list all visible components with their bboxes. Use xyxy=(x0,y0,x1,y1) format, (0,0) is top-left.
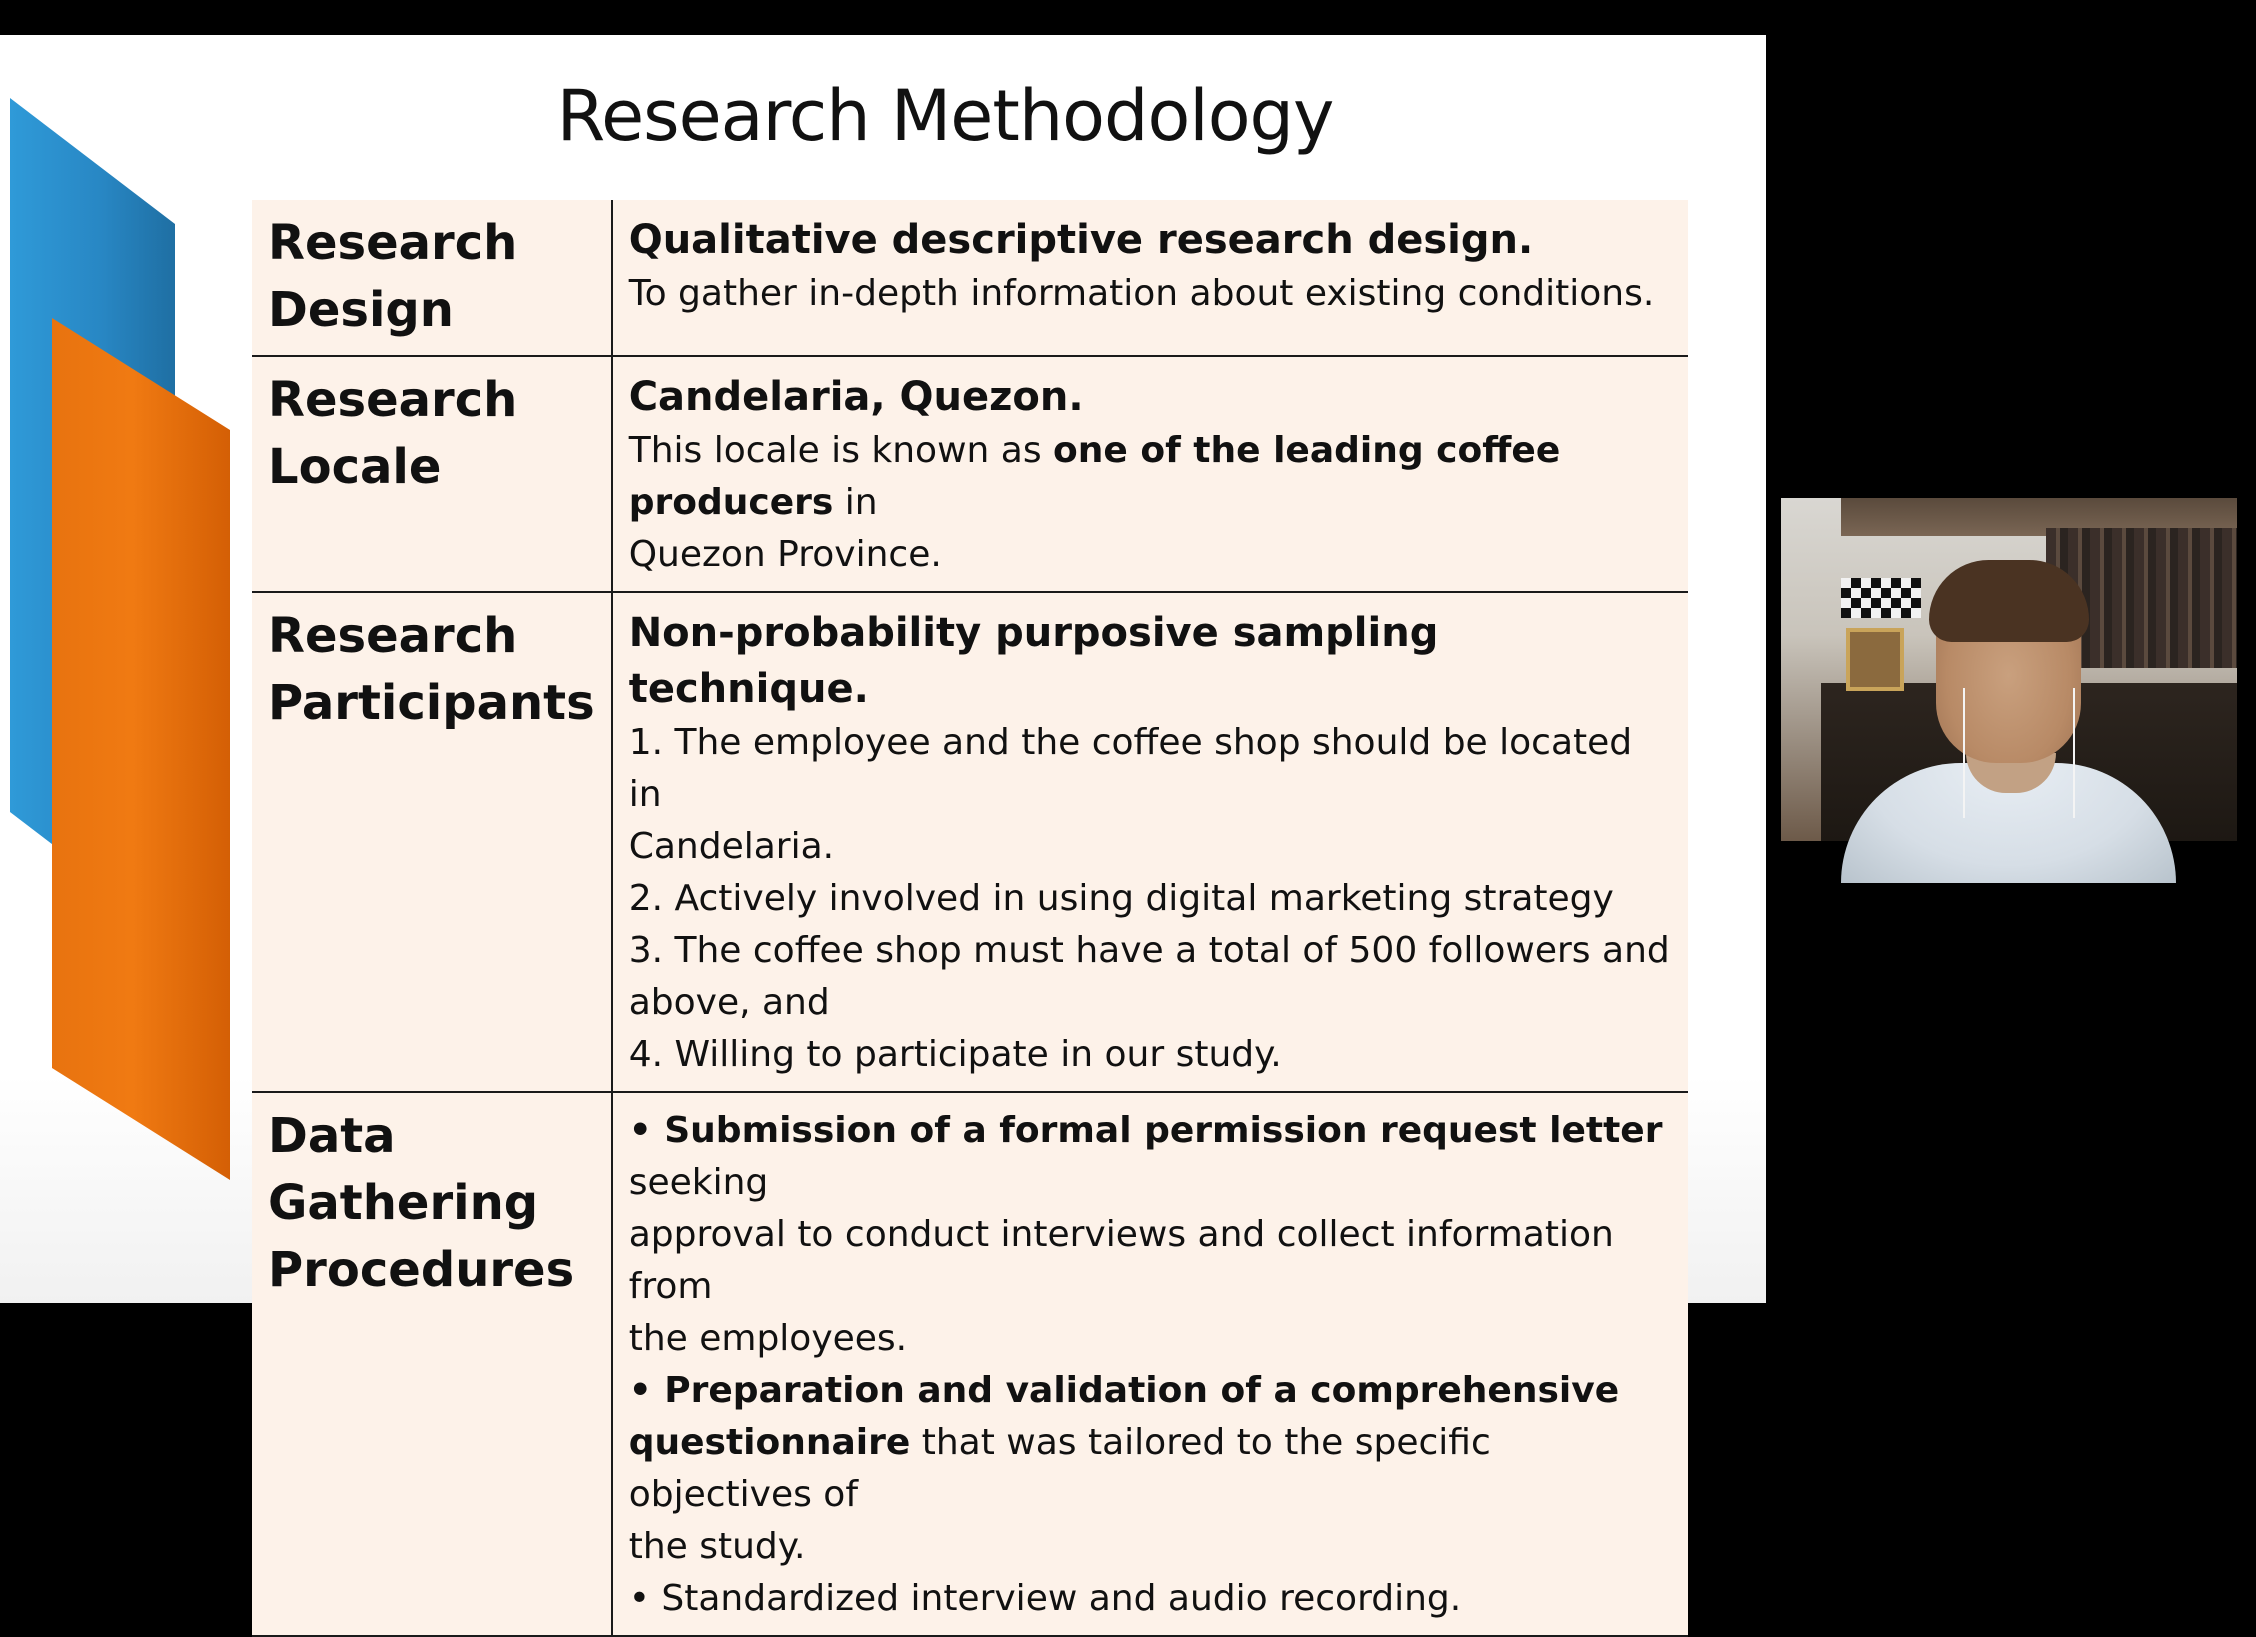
row-text-line: 1. The employee and the coffee shop should be located in xyxy=(628,722,1633,815)
text-segment-bold: one of the leading coffee producers xyxy=(628,430,1561,523)
text-segment-bold: • Submission of a formal permission request letter xyxy=(628,1110,1663,1151)
text-segment-bold: questionnaire xyxy=(628,1422,911,1463)
presentation-slide xyxy=(0,35,1766,1619)
row-heading: Candelaria, Quezon. xyxy=(628,374,1084,420)
row-text-line: 2. Actively involved in using digital marketing strategy xyxy=(628,878,1614,919)
bullet-line: the study. xyxy=(628,1526,806,1567)
row-content-research-participants xyxy=(612,592,1688,1092)
row-label-research-design xyxy=(252,200,612,356)
label-line: Data xyxy=(268,1108,396,1164)
label-line: Procedures xyxy=(268,1242,575,1298)
label-line: Research xyxy=(268,372,518,428)
text-segment: in xyxy=(833,482,878,523)
table-row-research-locale xyxy=(252,356,1688,592)
text-segment: seeking xyxy=(628,1162,769,1203)
slide-title: Research Methodology xyxy=(556,75,1334,157)
earphone-cable xyxy=(2073,688,2075,818)
table-row-research-participants xyxy=(252,592,1688,1092)
methodology-table xyxy=(252,200,1688,1637)
row-heading: Non-probability purposive sampling technique. xyxy=(628,610,1439,712)
table-row-research-design xyxy=(252,200,1688,356)
text-segment: This locale is known as xyxy=(628,430,1054,471)
row-content-data-gathering xyxy=(612,1092,1688,1636)
label-line: Gathering xyxy=(268,1175,539,1231)
row-text-line: Candelaria. xyxy=(628,826,835,867)
label-line: Research xyxy=(268,608,518,664)
row-content-research-locale xyxy=(612,356,1688,592)
video-background xyxy=(1841,578,1921,618)
label-line: Locale xyxy=(268,439,442,495)
row-text-line: 4. Willing to participate in our study. xyxy=(628,1034,1282,1075)
label-line: Research xyxy=(268,215,518,271)
bullet-line: • Preparation and validation of a comprehensive xyxy=(628,1370,1620,1411)
bullet-line: approval to conduct interviews and collect information from xyxy=(628,1214,1614,1307)
row-text-line: Quezon Province. xyxy=(628,534,942,575)
row-text-line xyxy=(629,425,1672,529)
participant-video-icon xyxy=(1929,560,2089,642)
row-heading: Qualitative descriptive research design. xyxy=(628,217,1534,263)
row-label-data-gathering xyxy=(252,1092,612,1636)
bullet-line: the employees. xyxy=(628,1318,908,1359)
row-text-line: To gather in-depth information about existing conditions. xyxy=(628,273,1655,314)
bullet-line: • Standardized interview and audio recording. xyxy=(628,1578,1462,1619)
row-content-research-design xyxy=(612,200,1688,356)
decorative-orange-shape xyxy=(52,318,230,1180)
table-row-data-gathering xyxy=(252,1092,1688,1636)
text-segment: that was tailored to the specific objectives of xyxy=(628,1422,1491,1515)
row-label-research-locale xyxy=(252,356,612,592)
earphone-cable xyxy=(1963,688,1965,818)
label-line: Participants xyxy=(268,675,595,731)
row-text-line: above, and xyxy=(628,982,830,1023)
bullet-line xyxy=(629,1105,1672,1209)
participant-video-tile[interactable] xyxy=(1781,498,2237,841)
label-line: Design xyxy=(268,282,454,338)
bullet-line xyxy=(629,1417,1672,1521)
row-label-research-participants xyxy=(252,592,612,1092)
row-text-line: 3. The coffee shop must have a total of 500 followers and xyxy=(628,930,1670,971)
video-background xyxy=(1846,628,1904,691)
